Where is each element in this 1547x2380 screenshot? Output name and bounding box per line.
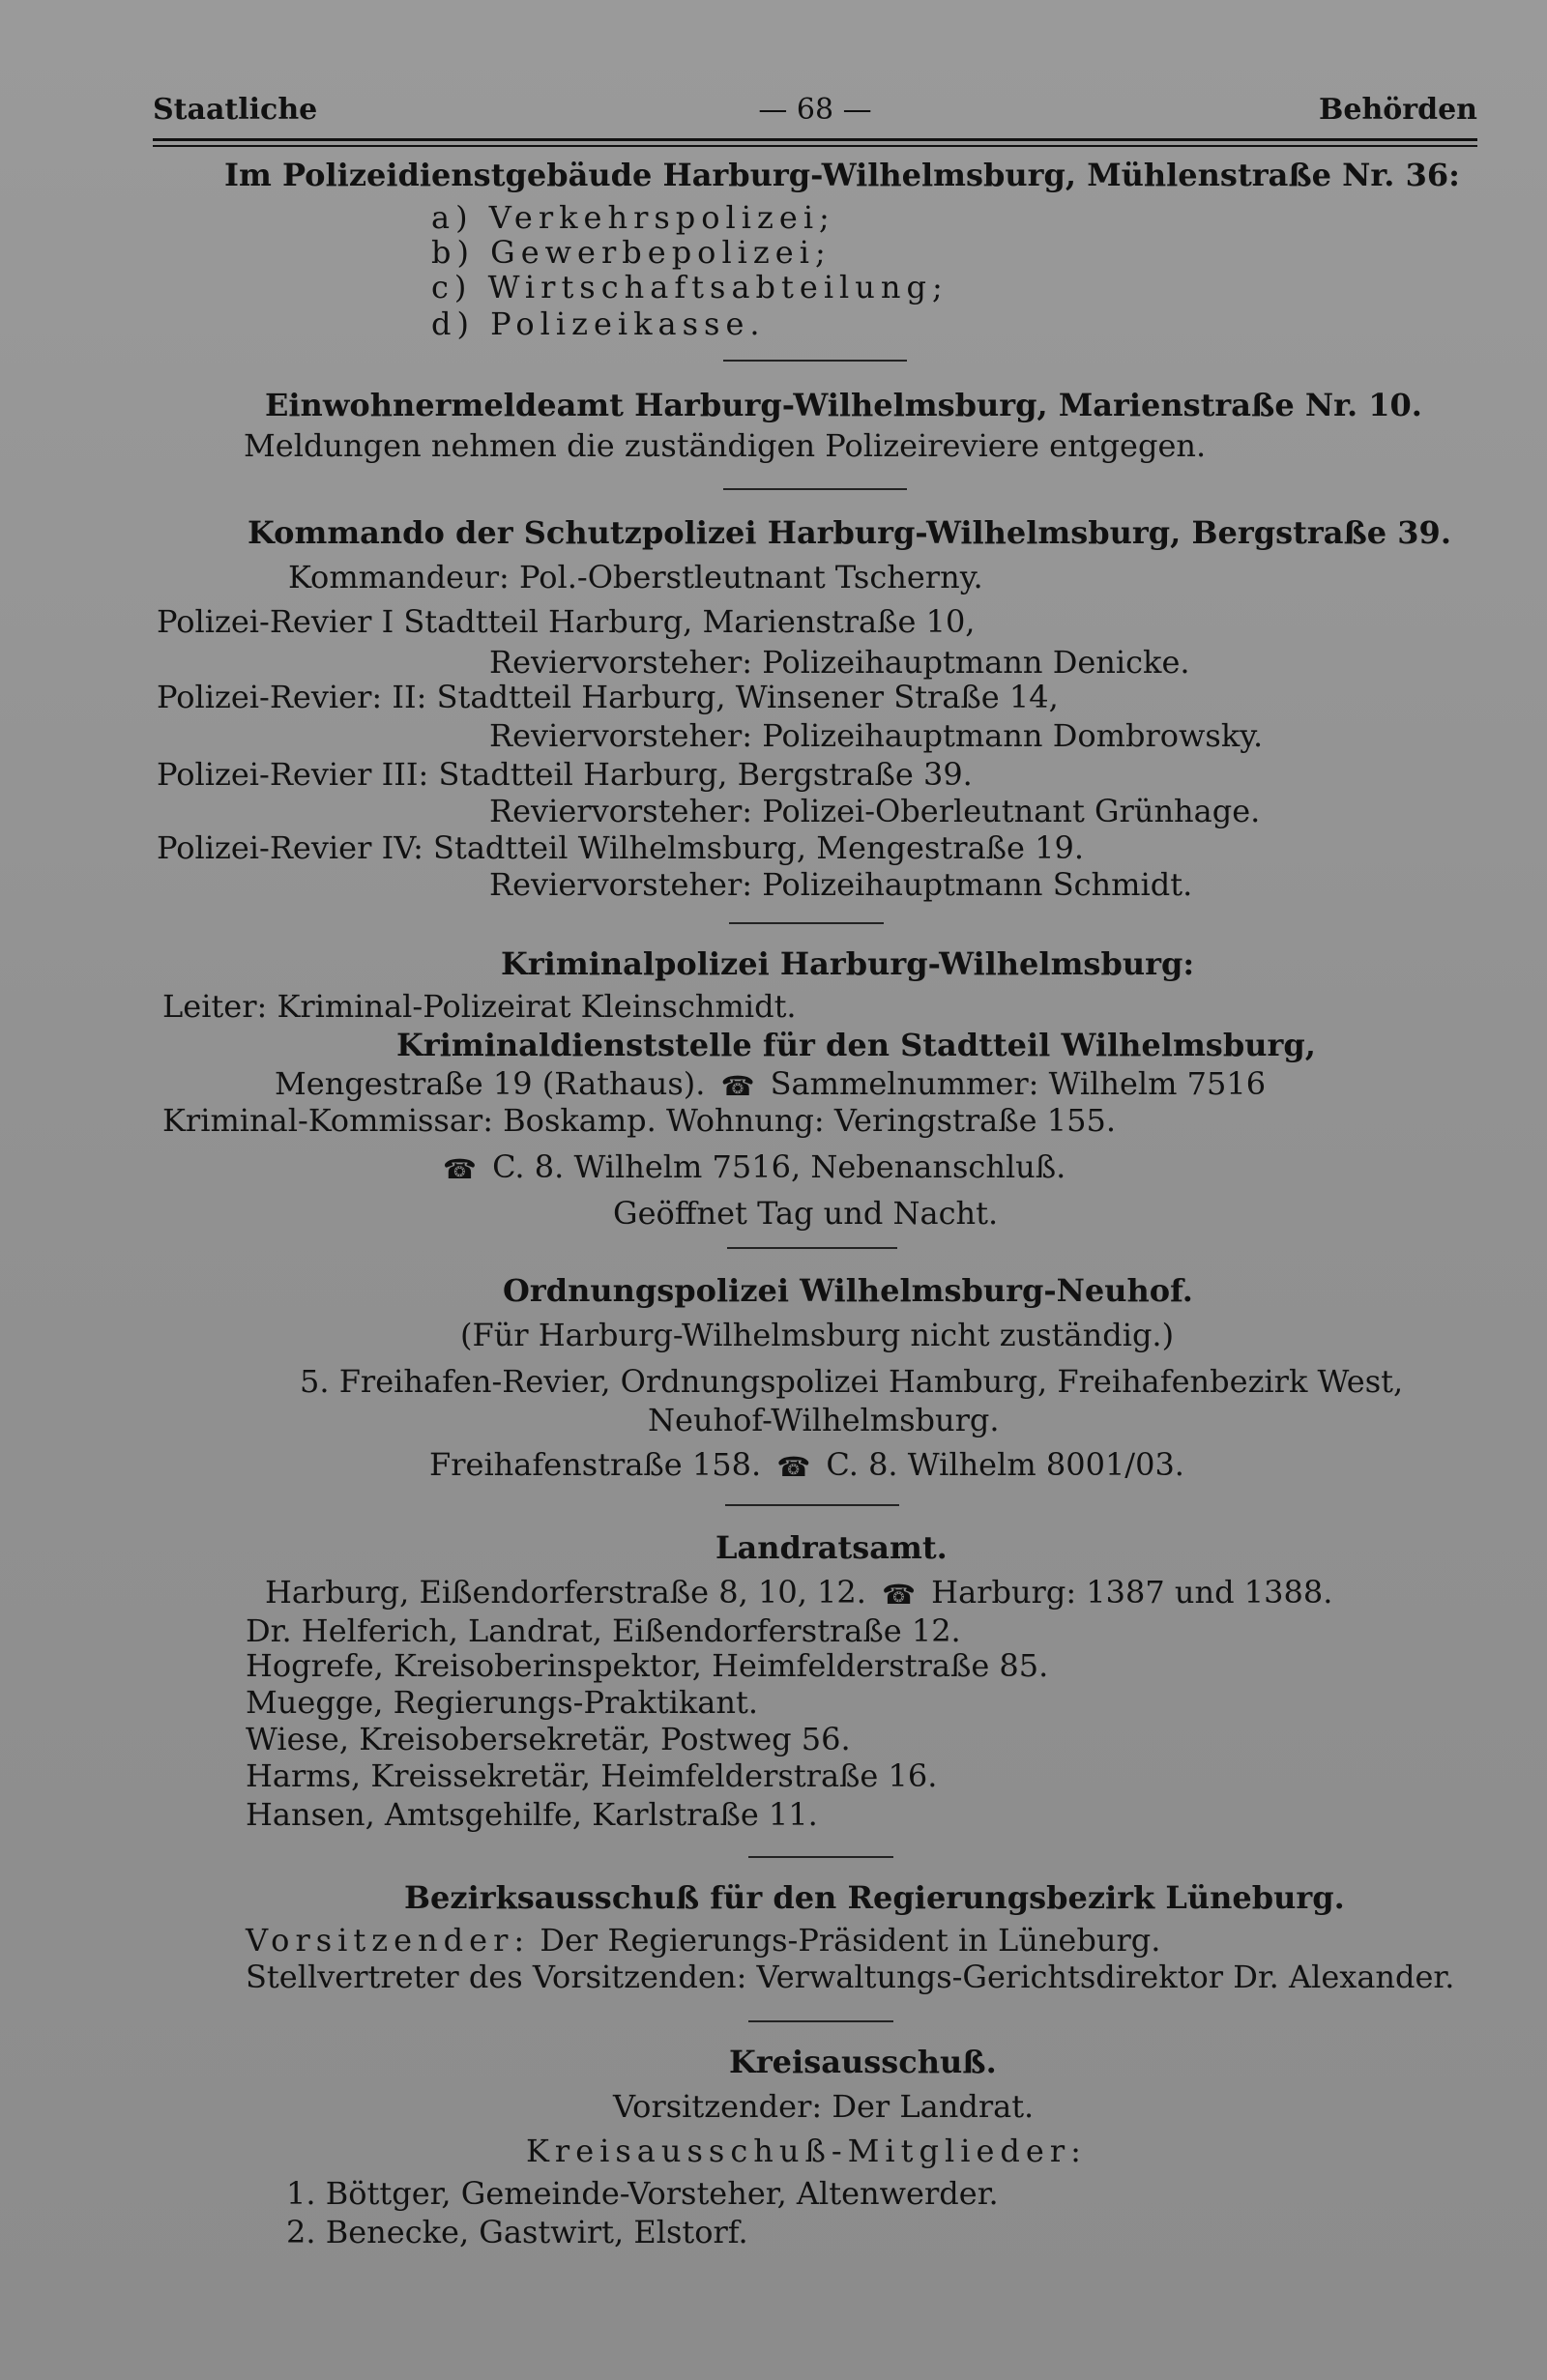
telephone-icon: ☎: [882, 1578, 916, 1611]
header-rule-thin: [153, 145, 1477, 147]
kommandeur: Kommandeur: Pol.-Oberstleutnant Tscherny.: [288, 559, 983, 595]
header-left: Staatliche: [153, 93, 318, 127]
page-number: — 68 —: [758, 93, 872, 127]
kreis-mitglied: 1. Böttger, Gemeinde-Vorsteher, Altenwerder.: [286, 2175, 999, 2212]
section-divider: [723, 360, 907, 362]
section-divider: [748, 2020, 893, 2022]
section-divider: [725, 1504, 899, 1506]
kriminal-offen: Geöffnet Tag und Nacht.: [613, 1195, 999, 1232]
kriminal-sammelnummer: Sammelnummer: Wilhelm 7516: [770, 1065, 1267, 1102]
polizeidienst-item: d) Polizeikasse.: [431, 305, 766, 342]
landrat-adresse: [265, 1572, 1332, 1615]
ordnung-adresse: [429, 1444, 1184, 1488]
revier-line: Reviervorsteher: Polizeihauptmann Schmidt.: [489, 866, 1193, 903]
landrat-person: Muegge, Regierungs-Praktikant.: [246, 1684, 758, 1721]
revier-line: Polizei-Revier I Stadtteil Harburg, Marienstraße 10,: [157, 603, 976, 640]
kriminal-tel-text: C. 8. Wilhelm 7516, Nebenanschluß.: [492, 1148, 1066, 1185]
ordnung-revier: 5. Freihafen-Revier, Ordnungspolizei Hamburg, Freihafenbezirk West,: [300, 1363, 1404, 1400]
ordnung-title: Ordnungspolizei Wilhelmsburg-Neuhof.: [503, 1272, 1193, 1309]
telephone-icon: ☎: [776, 1450, 811, 1483]
section-divider: [729, 922, 884, 924]
kommando-title: Kommando der Schutzpolizei Harburg-Wilhelmsburg, Bergstraße 39.: [248, 514, 1451, 551]
landrat-person: Harms, Kreissekretär, Heimfelderstraße 16.: [246, 1757, 938, 1794]
kriminal-tel: [437, 1146, 1065, 1190]
landrat-person: Hogrefe, Kreisoberinspektor, Heimfelderstraße 85.: [246, 1647, 1049, 1684]
kriminal-leiter: Leiter: Kriminal-Polizeirat Kleinschmidt.: [162, 988, 797, 1025]
bezirk-vorsitz: [246, 1920, 1160, 1960]
landrat-tel: Harburg: 1387 und 1388.: [931, 1574, 1333, 1611]
section-divider: [723, 488, 907, 490]
bezirk-vorsitz-text: Der Regierungs-Präsident in Lüneburg.: [540, 1922, 1161, 1959]
section-divider: [727, 1247, 897, 1249]
kriminal-adresse-text: Mengestraße 19 (Rathaus).: [275, 1065, 706, 1102]
landrat-person: Hansen, Amtsgehilfe, Karlstraße 11.: [246, 1796, 818, 1833]
kreis-mitglieder: Kreisausschuß-Mitglieder:: [526, 2133, 1087, 2169]
kriminal-dienststelle: Kriminaldienststelle für den Stadtteil Wilhelmsburg,: [396, 1027, 1316, 1063]
polizeidienst-item: c) Wirtschaftsabteilung;: [431, 269, 949, 305]
einwohner-text: Meldungen nehmen die zuständigen Polizeireviere entgegen.: [244, 427, 1207, 464]
ordnung-revier-ort: Neuhof-Wilhelmsburg.: [648, 1402, 1000, 1438]
kriminal-kommissar: Kriminal-Kommissar: Boskamp. Wohnung: Veringstraße 155.: [162, 1102, 1116, 1139]
landrat-adresse-text: Harburg, Eißendorferstraße 8, 10, 12.: [265, 1574, 866, 1611]
kreis-vorsitz: Vorsitzender: Der Landrat.: [613, 2088, 1035, 2125]
landrat-person: Wiese, Kreisobersekretär, Postweg 56.: [246, 1721, 851, 1757]
polizeidienst-item: a) Verkehrspolizei;: [431, 199, 835, 236]
revier-line: Reviervorsteher: Polizei-Oberleutnant Grünhage.: [489, 793, 1261, 829]
header-rule: [153, 138, 1477, 141]
einwohner-title: Einwohnermeldeamt Harburg-Wilhelmsburg, Marienstraße Nr. 10.: [265, 387, 1422, 423]
ordnung-adresse-text: Freihafenstraße 158.: [429, 1446, 762, 1483]
kreis-title: Kreisausschuß.: [729, 2044, 997, 2080]
revier-line: Polizei-Revier IV: Stadtteil Wilhelmsburg, Mengestraße 19.: [157, 829, 1085, 866]
landrat-title: Landratsamt.: [715, 1529, 948, 1566]
polizeidienst-title: Im Polizeidienstgebäude Harburg-Wilhelmsburg, Mühlenstraße Nr. 36:: [224, 157, 1460, 193]
bezirk-title: Bezirksausschuß für den Regierungsbezirk Lüneburg.: [404, 1879, 1345, 1916]
ordnung-tel: C. 8. Wilhelm 8001/03.: [826, 1446, 1184, 1483]
landrat-person: Dr. Helferich, Landrat, Eißendorferstraße 12.: [246, 1612, 961, 1649]
telephone-icon: ☎: [720, 1069, 755, 1102]
revier-line: Reviervorsteher: Polizeihauptmann Denicke.: [489, 644, 1190, 681]
revier-line: Polizei-Revier: II: Stadtteil Harburg, Winsener Straße 14,: [157, 679, 1059, 715]
bezirk-vorsitz-label: Vorsitzender:: [246, 1922, 531, 1959]
kriminal-title: Kriminalpolizei Harburg-Wilhelmsburg:: [501, 945, 1195, 982]
section-divider: [748, 1856, 893, 1858]
revier-line: Reviervorsteher: Polizeihauptmann Dombrowsky.: [489, 717, 1264, 754]
header-right: Behörden: [1319, 93, 1477, 127]
running-header: [153, 93, 1477, 141]
revier-line: Polizei-Revier III: Stadtteil Harburg, Bergstraße 39.: [157, 756, 973, 793]
ordnung-hinweis: (Für Harburg-Wilhelmsburg nicht zuständig.): [460, 1317, 1175, 1353]
telephone-icon: ☎: [443, 1152, 477, 1185]
polizeidienst-item: b) Gewerbepolizei;: [431, 234, 832, 271]
kreis-mitglied: 2. Benecke, Gastwirt, Elstorf.: [286, 2214, 748, 2250]
bezirk-stellvertreter: Stellvertreter des Vorsitzenden: Verwaltungs-Gerichtsdirektor Dr. Alexander.: [246, 1959, 1455, 1995]
